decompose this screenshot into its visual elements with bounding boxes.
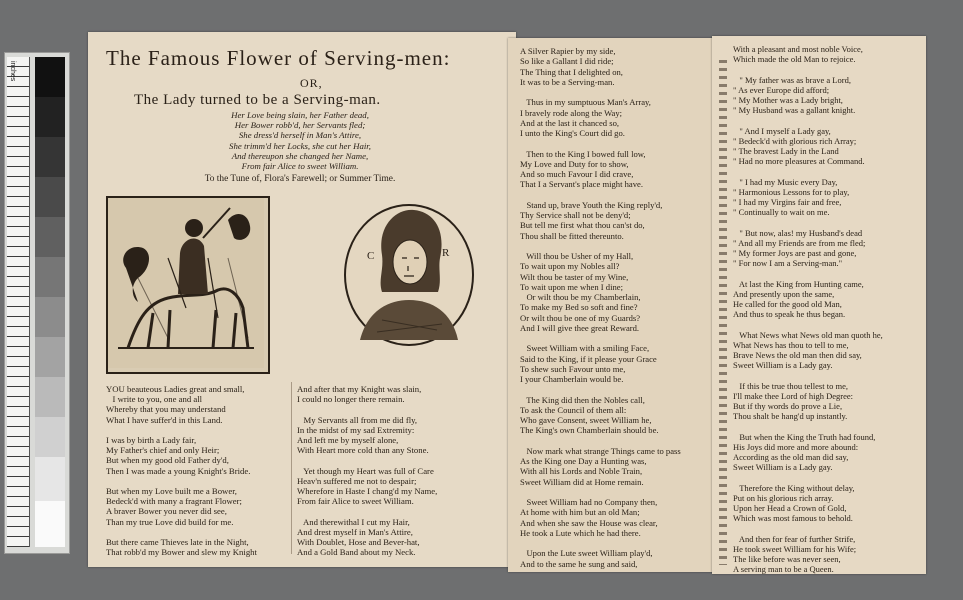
grey-patch: [35, 177, 65, 217]
grey-patch: [35, 217, 65, 257]
ballad-title: The Famous Flower of Serving-men:: [106, 46, 451, 70]
grey-patch: [35, 257, 65, 297]
grey-patch: [35, 417, 65, 457]
ballad-subtitle: The Lady turned to be a Serving-man.: [134, 92, 381, 108]
grey-patch: [35, 137, 65, 177]
column-rule: [291, 382, 292, 554]
knight-woodcut: [106, 196, 270, 374]
portrait-letter-left: C: [367, 250, 375, 262]
inch-scale: [7, 57, 30, 547]
verse-column-4: With a pleasant and most noble Voice, Which made the old Man to rejoice. " My father was as brave a Lord, " As ever Europe did afford; " My Mother was a Lady bright, " My Husband was a gallant knight. " And I myself a Lady gay, " Bedeck'd with glorious rich Array; " The bravest Lady in the Land " Had no more pleasures at Command. " I had my Music every Day, " Harmonious Lessons for to play, " I had my Virgins fair and free, " Continually to wait on me. " But now, alas! my Husband's dead " And all my Friends are from me fled; " My former Joys are past and gone, " For now I am a Serving-man." At last the King from Hunting came, And presently upon the same, He called for the good old Man, And thus to speak he thus began. What News what News old man quoth he, What News has thou to tell to me, Brave News the old man then did say, Sweet William is a Lady gay. If this be true thou tellest to me, I'll make thee Lord of high Degree: But if thy words do prove a Lie, Thou shalt be hang'd up instantly. But when the King the Truth had found, His Joys did more and more abound: According as the old man did say, Sweet William is a Lady gay. Therefore the King without delay, Put on his glorious rich array. Upon her Head a Crown of Gold, Which was most famous to behold. And then for fear of further Strife, He took sweet William for his Wife; The like before was never seen, A serving man to be a Queen.: [733, 44, 883, 575]
grey-patch: [35, 337, 65, 377]
ruler-label: inches: [9, 61, 16, 82]
knight-horse-icon: [108, 198, 264, 368]
grey-patch: [35, 501, 65, 547]
grey-patch: [35, 377, 65, 417]
ballad-or: OR,: [300, 76, 323, 90]
verse-column-1: YOU beauteous Ladies great and small, I write to you, one and all Whereby that you may understand What I have suffer'd in this Land. I was by birth a Lady fair, My Father's chief and only Heir; But when my good old Father dy'd, Then I was made a young Knight's Bride. But when my Love built me a Bower, Bedeck'd with many a fragrant Flower; A braver Bower you never did see, Than my true Love did build for me. But there came Thieves late in the Night, That robb'd my Bower and slew my Knight: [106, 384, 257, 558]
verse-column-2: And after that my Knight was slain, I could no longer there remain. My Servants all from me did fly, In the midst of my sad Extremity: And left me by myself alone, With Heart more cold than any Stone. Yet though my Heart was full of Care Heav'n suffered me not to despair; Wherefore in Haste I chang'd my Name, From fair Alice to sweet William. And therewithal I cut my Hair, And drest myself in Man's Attire, With Doublet, Hose and Bever-hat, And a Gold Band about my Neck.: [297, 384, 438, 558]
tune-line: To the Tune of, Flora's Farewell; or Summer Time.: [204, 174, 396, 184]
grey-patch: [35, 297, 65, 337]
verse-column-3: A Silver Rapier by my side, So like a Gallant I did ride; The Thing that I delighted on, It was to be a Serving-man. Thus in my sumptuous Man's Array, I bravely rode along the Way; And at the last it chanced so, I unto the King's Court did go. Then to the King I bowed full low, My Love and Duty for to show, And so much Favour I did crave, That I a Servant's place might have. Stand up, brave Youth the King reply'd, Thy Service shall not be deny'd; But tell me first what thou can'st do, Thou shall be fitted thereunto. Will thou be Usher of my Hall, To wait upon my Nobles all? Wilt thou be taster of my Wine, To wait upon me when I dine; Or wilt thou be my Chamberlain, To make my Bed so soft and fine? Or wilt thou be one of my Guards? And I will give thee great Reward. Sweet William with a smiling Face, Said to the King, if it please your Grace To shew such Favour unto me, I your Chamberlain would be. The King did then the Nobles call, To ask the Council of them all: Who gave Consent, sweet William he, The King's own Chamberlain should be. Now mark what strange Things came to pass As the King one Day a Hunting was, With all his Lords and Noble Train, Sweet William did at Home remain. Sweet William had no Company then, At home with him but an old Man; And when she saw the House was clear, He took a Lute which he had there. Upon the Lute sweet William play'd, And to the same he sung and said,: [520, 46, 681, 569]
ornament-divider: [719, 60, 727, 565]
grey-patch: [35, 97, 65, 137]
grey-patch: [35, 457, 65, 501]
scale-ruler: [4, 52, 70, 554]
portrait-icon: [342, 200, 476, 350]
portrait-letter-right: R: [442, 247, 450, 259]
grey-patch: [35, 57, 65, 97]
intro-verse: Her Love being slain, her Father dead, Her Bower robb'd, her Servants fled; She dress'd herself in Man's Attire, She trimm'd her Locks, she cut her Hair, And thereupon she changed her Name, From fair Alice to sweet William.: [229, 110, 371, 172]
portrait-medallion: [342, 200, 476, 350]
